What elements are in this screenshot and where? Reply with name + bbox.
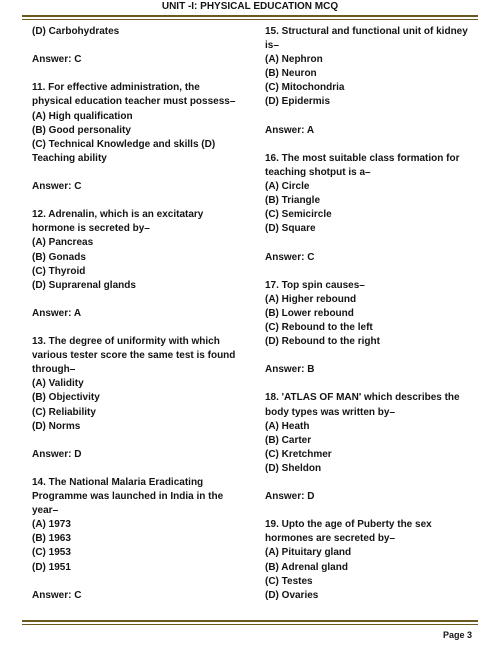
q16-answer: Answer: C <box>265 251 315 263</box>
page-header-title: UNIT -I: PHYSICAL EDUCATION MCQ <box>161 1 339 12</box>
q15-text-line1: 15. Structural and functional unit of kidney <box>265 26 468 37</box>
q11-text-line2: physical education teacher must possess– <box>32 96 236 108</box>
q11-option-c-cont: Teaching ability <box>32 152 107 164</box>
q12-option-d: (D) Suprarenal glands <box>32 279 136 291</box>
q15-option-d: (D) Epidermis <box>265 96 331 108</box>
q10-option-d: (D) Carbohydrates <box>32 26 120 37</box>
right-column <box>265 25 485 603</box>
footer-rule <box>22 620 478 622</box>
q19-option-a: (A) Pituitary gland <box>265 547 352 559</box>
q14-text-line2: Programme was launched in India in the <box>32 491 224 503</box>
q12-text-line2: hormone is secreted by– <box>32 223 150 235</box>
q11-answer: Answer: C <box>32 181 82 193</box>
q11-option-b: (B) Good personality <box>32 124 131 136</box>
page-number: Page 3 <box>442 630 472 640</box>
q17-answer: Answer: B <box>265 364 315 376</box>
q11-text-line1: 11. For effective administration, the <box>32 82 200 94</box>
q16-option-d: (D) Square <box>265 223 316 235</box>
q18-option-d: (D) Sheldon <box>265 462 322 474</box>
q17-option-d: (D) Rebound to the right <box>265 336 380 348</box>
q16-text-line1: 16. The most suitable class formation for <box>265 152 460 164</box>
q11-option-a: (A) High qualification <box>32 110 133 122</box>
q19-option-d: (D) Ovaries <box>265 589 319 601</box>
q14-option-d: (D) 1951 <box>32 561 71 573</box>
q19-option-b: (B) Adrenal gland <box>265 561 348 573</box>
q13-option-c: (C) Reliability <box>32 406 96 418</box>
footer-rule-thin <box>22 624 478 625</box>
q18-answer: Answer: D <box>265 491 315 503</box>
q12-option-a: (A) Pancreas <box>32 237 94 249</box>
q12-option-c: (C) Thyroid <box>32 265 86 277</box>
q15-answer: Answer: A <box>265 124 315 136</box>
q18-text-line1: 18. 'ATLAS OF MAN' which describes the <box>265 392 460 404</box>
q14-option-b: (B) 1963 <box>32 533 71 545</box>
q17-option-a: (A) Higher rebound <box>265 293 357 305</box>
q12-option-b: (B) Gonads <box>32 251 86 263</box>
q18-option-b: (B) Carter <box>265 434 312 446</box>
q18-option-c: (C) Kretchmer <box>265 448 332 460</box>
q13-option-b: (B) Objectivity <box>32 392 100 404</box>
q19-text-line2: hormones are secreted by– <box>265 533 396 545</box>
q16-option-c: (C) Semicircle <box>265 209 332 221</box>
q14-option-c: (C) 1953 <box>32 547 71 559</box>
q15-option-a: (A) Nephron <box>265 54 323 66</box>
q13-option-d: (D) Norms <box>32 420 81 432</box>
q14-text-line3: year– <box>32 505 59 517</box>
q15-option-c: (C) Mitochondria <box>265 82 345 94</box>
header-rule <box>22 15 478 17</box>
q14-answer: Answer: C <box>32 589 82 601</box>
q16-option-a: (A) Circle <box>265 181 310 193</box>
q13-option-a: (A) Validity <box>32 378 84 390</box>
q17-option-c: (C) Rebound to the left <box>265 321 373 333</box>
q14-text-line1: 14. The National Malaria Eradicating <box>32 477 204 488</box>
left-column <box>32 25 252 603</box>
q13-text-line1: 13. The degree of uniformity with which <box>32 336 220 348</box>
q12-answer: Answer: A <box>32 307 82 319</box>
q19-option-c: (C) Testes <box>265 575 313 587</box>
q10-answer: Answer: C <box>32 54 82 66</box>
q13-text-line2: various tester score the same test is found <box>32 350 236 362</box>
q15-option-b: (B) Neuron <box>265 68 317 80</box>
q14-option-a: (A) 1973 <box>32 519 71 531</box>
q15-text-line2: is– <box>265 40 279 52</box>
q18-text-line2: body types was written by– <box>265 406 396 418</box>
q13-answer: Answer: D <box>32 448 82 460</box>
q12-text-line1: 12. Adrenalin, which is an excitatary <box>32 209 204 221</box>
q13-text-line3: through– <box>32 364 76 376</box>
q19-text-line1: 19. Upto the age of Puberty the sex <box>265 519 432 531</box>
header-rule-thin <box>22 19 478 20</box>
q18-option-a: (A) Heath <box>265 420 310 432</box>
q17-option-b: (B) Lower rebound <box>265 307 354 319</box>
q16-text-line2: teaching shotput is a– <box>265 166 371 178</box>
q11-option-c: (C) Technical Knowledge and skills (D) <box>32 138 216 150</box>
q16-option-b: (B) Triangle <box>265 195 321 207</box>
q17-text-line1: 17. Top spin causes– <box>265 279 365 291</box>
